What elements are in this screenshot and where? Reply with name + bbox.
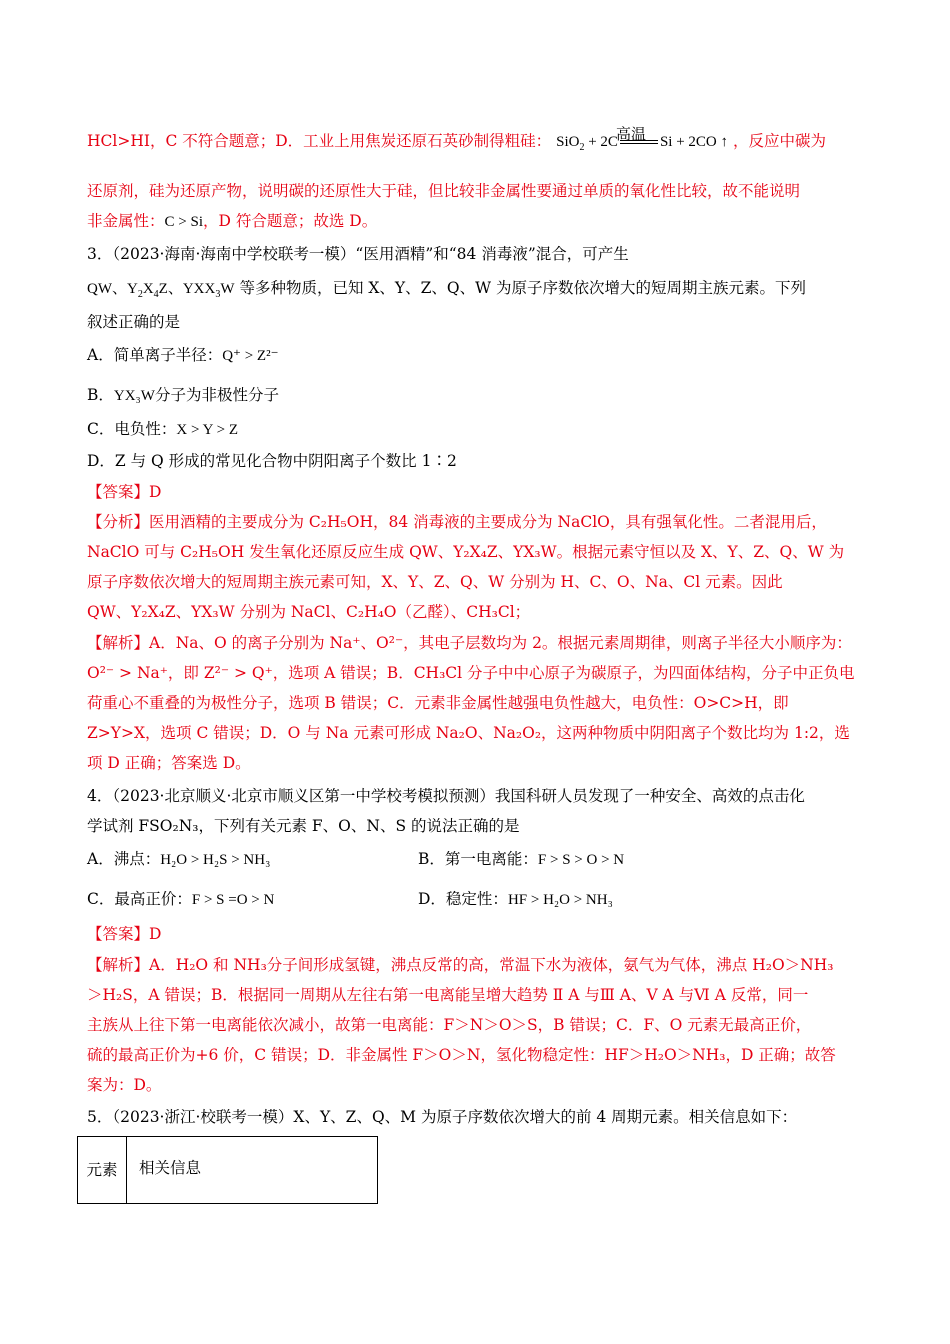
- equation-sio2: SiO$_2$ + 2C 高温 Si + 2CO ↑: [556, 127, 728, 153]
- question-3-stem: 3．（2023·海南·海南中学校联考一模）“医用酒精”和“84 消毒液”混合，可产生: [87, 245, 629, 263]
- question-4-options-cd: [87, 888, 870, 911]
- explanation-4-line-2: ＞H₂S，A 错误；B．根据同一周期从左往右第一电离能呈增大趋势 Ⅱ A 与Ⅲ A、Ⅴ A 与Ⅵ A 反常，同一: [87, 986, 809, 1004]
- analysis-3-line-4: QW、Y₂X₄Z、YX₃W 分别为 NaCl、C₂H₄O（乙醛）、CH₃Cl；: [87, 603, 531, 621]
- question-3-option-d: D．Z 与 Q 形成的常见化合物中阴阳离子个数比 1∶2: [87, 452, 457, 470]
- question-3-stem-2: QW、$Y_2X_4Z$、$YXX_3W$ 等多种物质，已知 X、Y、Z、Q、W 为原子序数依次增大的短周期主族元素。下列: [87, 279, 806, 300]
- answer-3: 【答案】D: [87, 483, 162, 501]
- analysis-3-line-1: 【分析】医用酒精的主要成分为 C₂H₅OH，84 消毒液的主要成分为 NaClO，具有强氧化性。二者混用后，: [87, 513, 827, 531]
- question-4-stem-2: 学试剂 FSO₂N₃，下列有关元素 F、O、N、S 的说法正确的是: [87, 817, 520, 835]
- answer-4: 【答案】D: [87, 925, 162, 943]
- question-4-option-b: B．第一电离能：F > S > O > N: [418, 850, 625, 868]
- question-5-stem: 5．（2023·浙江·校联考一模）X、Y、Z、Q、M 为原子序数依次增大的前 4 周期元素。相关信息如下：: [87, 1108, 798, 1126]
- element-info-table: [77, 1136, 378, 1204]
- text-segment: HCl>HI，C 不符合题意；D．工业上用焦炭还原石英砂制得粗硅：: [87, 132, 552, 150]
- species-formula: QW、$Y_2X_4Z$、$YXX_3W$: [87, 281, 235, 300]
- table-row: [78, 1137, 378, 1204]
- question-4-option-a: A．沸点：H₂O > H₂S > NH₃: [87, 850, 271, 868]
- analysis-3-line-2: NaClO 可与 C₂H₅OH 发生氧化还原反应生成 QW、Y₂X₄Z、YX₃W。根据元素守恒以及 X、Y、Z、Q、W 为: [87, 543, 845, 561]
- question-4-options-ab: [87, 848, 870, 871]
- explanation-4-line-3: 主族从上往下第一电离能依次减小，故第一电离能：F＞N＞O＞S，B 错误；C．F、O 元素无最高正价，: [87, 1016, 812, 1034]
- prev-explanation-line-1: [87, 127, 870, 153]
- prev-explanation-line-2: 还原剂，硅为还原产物，说明碳的还原性大于硅，但比较非金属性要通过单质的氧化性比较，故不能说明: [87, 182, 801, 200]
- question-4-option-d: D．稳定性：HF > H₂O > NH₃: [418, 890, 613, 908]
- explanation-3-line-4: Z>Y>X，选项 C 错误；D．O 与 Na 元素可形成 Na₂O、Na₂O₂，这两种物质中阴阳离子个数比均为 1:2，选: [87, 724, 850, 742]
- explanation-3-line-1: 【解析】A．Na、O 的离子分别为 Na⁺、O²⁻，其电子层数均为 2。根据元素周期律，则离子半径大小顺序为：: [87, 634, 852, 652]
- question-4-option-c: C．最高正价：F > S =O > N: [87, 890, 275, 908]
- table-header-info: 相关信息: [127, 1137, 378, 1204]
- prev-explanation-line-3: 非金属性：C > Si，D 符合题意；故选 D。: [87, 212, 378, 230]
- analysis-3-line-3: 原子序数依次增大的短周期主族元素可知，X、Y、Z、Q、W 分别为 H、C、O、Na、Cl 元素。因此: [87, 573, 783, 591]
- explanation-3-line-5: 项 D 正确；答案选 D。: [87, 754, 251, 772]
- question-4-stem: 4．（2023·北京顺义·北京市顺义区第一中学校考模拟预测）我国科研人员发现了一种安全、高效的点击化: [87, 787, 805, 805]
- explanation-4-line-5: 案为：D。: [87, 1076, 162, 1094]
- explanation-3-line-2: O²⁻ > Na⁺，即 Z²⁻ > Q⁺，选项 A 错误；B．CH₃Cl 分子中中心原子为碳原子，为四面体结构，分子中正负电: [87, 664, 855, 682]
- explanation-4-line-1: 【解析】A．H₂O 和 NH₃分子间形成氢键，沸点反常的高，常温下水为液体，氨气为气体，沸点 H₂O＞NH₃: [87, 956, 834, 974]
- question-3-option-b: B．YX₃W分子为非极性分子: [87, 386, 279, 404]
- question-3-option-a: A．简单离子半径：Q⁺ > Z²⁻: [87, 346, 279, 364]
- question-3-stem-3: 叙述正确的是: [87, 313, 181, 331]
- text-segment: ，反应中碳为: [732, 132, 826, 150]
- equation-c-si: C > Si: [164, 214, 203, 230]
- explanation-4-line-4: 硫的最高正价为+6 价，C 错误；D．非金属性 F＞O＞N，氢化物稳定性：HF＞H₂O＞NH₃，D 正确；故答: [87, 1046, 836, 1064]
- explanation-3-line-3: 荷重心不重叠的为极性分子，选项 B 错误；C．元素非金属性越强电负性越大，电负性：O>C>H，即: [87, 694, 789, 712]
- table-header-element: 元素: [78, 1137, 127, 1204]
- question-3-option-c: C．电负性：X > Y > Z: [87, 420, 239, 438]
